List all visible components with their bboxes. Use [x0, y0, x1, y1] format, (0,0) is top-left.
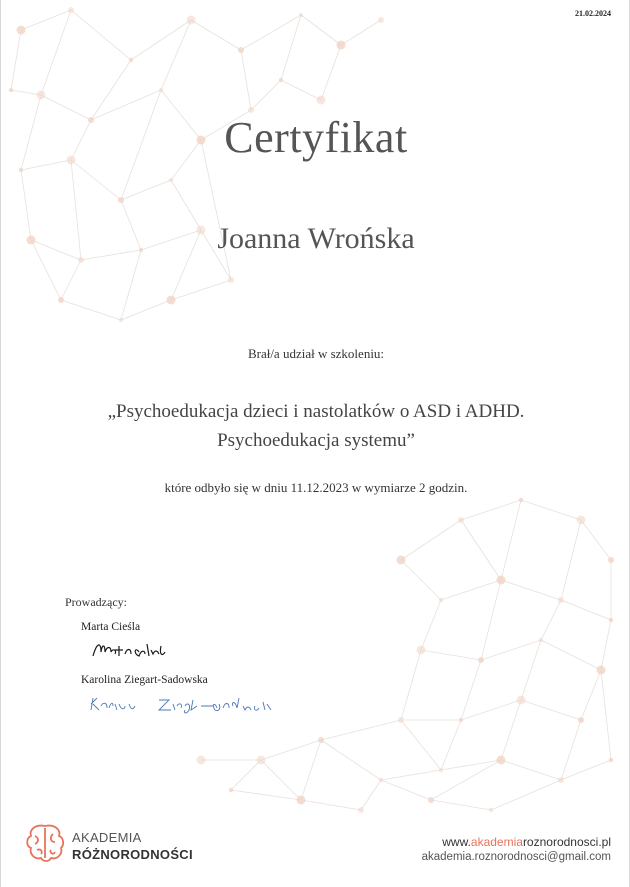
- network-node: [398, 717, 404, 723]
- network-node: [19, 168, 23, 172]
- network-line: [401, 650, 421, 720]
- network-line: [241, 50, 251, 110]
- network-node: [609, 758, 613, 762]
- network-node: [558, 597, 564, 603]
- network-node: [197, 756, 206, 765]
- network-node: [318, 737, 324, 743]
- network-line: [161, 20, 191, 90]
- network-line: [581, 520, 611, 560]
- network-line: [401, 520, 461, 560]
- network-node: [439, 598, 443, 602]
- network-line: [11, 30, 21, 90]
- network-line: [401, 560, 441, 600]
- network-node: [608, 557, 614, 563]
- network-line: [421, 650, 481, 660]
- issue-date: 21.02.2024: [575, 9, 611, 18]
- network-node: [119, 318, 123, 322]
- course-title: [41, 397, 591, 455]
- network-node: [478, 657, 484, 663]
- network-node: [37, 91, 46, 100]
- network-node: [337, 41, 346, 50]
- network-node: [238, 47, 244, 53]
- network-line: [261, 740, 321, 760]
- network-node: [517, 696, 526, 705]
- network-node: [439, 768, 443, 772]
- network-node: [118, 197, 124, 203]
- signature-karolina-ziegart-sadowska: [87, 692, 287, 718]
- network-line: [321, 720, 401, 740]
- network-line: [301, 800, 361, 810]
- network-line: [421, 600, 441, 650]
- instructors-label: Prowadzący:: [65, 595, 127, 609]
- network-line: [251, 80, 281, 110]
- network-node: [597, 666, 606, 675]
- recipient-name: Joanna Wrońska: [217, 222, 415, 255]
- network-node: [78, 257, 84, 263]
- network-node: [458, 517, 464, 523]
- network-line: [501, 760, 561, 780]
- network-line: [301, 15, 341, 45]
- website-accent: akademia: [470, 835, 523, 849]
- network-line: [321, 740, 381, 780]
- contact-email[interactable]: akademia.roznorodnosci@gmail.com: [421, 851, 611, 863]
- network-node: [257, 756, 266, 765]
- network-node: [459, 718, 463, 722]
- network-node: [297, 796, 306, 805]
- network-line: [481, 580, 501, 660]
- network-line: [561, 760, 611, 780]
- network-node: [379, 778, 383, 782]
- network-node: [539, 638, 543, 642]
- network-line: [441, 580, 501, 600]
- network-line: [541, 600, 561, 640]
- network-line: [521, 500, 581, 520]
- instructor-name-2: Karolina Ziegart-Sadowska: [81, 674, 208, 686]
- network-node: [68, 7, 74, 13]
- network-line: [431, 800, 491, 810]
- network-line: [121, 250, 141, 320]
- network-line: [561, 600, 611, 620]
- website-link[interactable]: [442, 835, 611, 849]
- network-line: [191, 20, 241, 50]
- brand-name-line-1: AKADEMIA: [72, 830, 142, 845]
- network-line: [441, 720, 461, 770]
- network-node: [228, 277, 234, 283]
- website-prefix: www.: [442, 835, 471, 849]
- network-node: [187, 16, 196, 25]
- network-line: [301, 740, 321, 800]
- network-node: [167, 296, 176, 305]
- network-line: [11, 90, 41, 95]
- brand-name-line-2: RÓŻNORODNOŚCI: [72, 847, 193, 862]
- course-date-line: które odbyło się w dniu 11.12.2023 w wymiarze 2 godzin.: [164, 480, 468, 495]
- network-line: [281, 80, 321, 100]
- certificate-title: Certyfikat: [224, 113, 408, 162]
- network-line: [461, 500, 521, 520]
- website-main: roznorodnosci: [522, 835, 599, 849]
- network-node: [578, 717, 584, 723]
- network-line: [231, 760, 261, 790]
- signature-marta-ciesla: [89, 636, 189, 666]
- network-node: [497, 756, 506, 765]
- network-line: [521, 700, 581, 720]
- website-suffix: .pl: [598, 835, 611, 849]
- network-line: [491, 780, 561, 810]
- network-node: [428, 797, 434, 803]
- network-node: [558, 777, 564, 783]
- network-line: [21, 10, 71, 30]
- network-line: [481, 640, 541, 660]
- network-node: [279, 78, 283, 82]
- network-line: [61, 260, 81, 300]
- network-line: [601, 670, 611, 760]
- network-line: [461, 660, 481, 720]
- network-line: [401, 720, 441, 770]
- network-line: [61, 300, 121, 320]
- network-line: [261, 760, 301, 800]
- network-line: [561, 520, 581, 600]
- network-line: [71, 160, 121, 200]
- network-node: [9, 88, 13, 92]
- network-line: [361, 780, 381, 810]
- network-line: [71, 10, 131, 60]
- network-node: [299, 13, 303, 17]
- network-line: [541, 640, 601, 670]
- network-line: [41, 10, 71, 95]
- network-node: [58, 297, 64, 303]
- network-node: [609, 618, 613, 622]
- network-line: [521, 640, 541, 700]
- network-line: [561, 720, 581, 780]
- network-line: [321, 45, 341, 100]
- network-line: [171, 280, 231, 300]
- network-node: [129, 58, 133, 62]
- network-node: [577, 516, 586, 525]
- network-line: [121, 180, 171, 200]
- network-line: [461, 520, 501, 580]
- network-line: [381, 780, 431, 800]
- participation-intro: Brał/a udział w szkoleniu:: [247, 346, 385, 361]
- network-line: [601, 620, 611, 670]
- network-node: [489, 808, 493, 812]
- network-node: [17, 26, 26, 35]
- network-node: [358, 807, 364, 813]
- network-node: [497, 576, 506, 585]
- network-node: [378, 17, 384, 23]
- network-node: [317, 96, 326, 105]
- network-line: [501, 700, 521, 760]
- network-line: [461, 700, 521, 720]
- network-node: [519, 498, 523, 502]
- instructor-name-1: Marta Cieśla: [81, 621, 141, 633]
- network-line: [501, 580, 561, 600]
- network-node: [417, 646, 426, 655]
- network-line: [341, 20, 381, 45]
- network-node: [159, 88, 163, 92]
- brain-logo-icon: [23, 820, 67, 866]
- network-line: [501, 500, 521, 580]
- network-line: [381, 770, 441, 780]
- network-node: [229, 788, 233, 792]
- course-title-line-1: „Psychoedukacja dzieci i nastolatków o ASD i ADHD.: [107, 401, 525, 422]
- network-line: [581, 670, 601, 720]
- network-line: [231, 790, 301, 800]
- network-line: [121, 300, 171, 320]
- network-node: [397, 556, 406, 565]
- course-title-line-2: Psychoedukacja systemu”: [217, 430, 415, 451]
- network-node: [169, 178, 173, 182]
